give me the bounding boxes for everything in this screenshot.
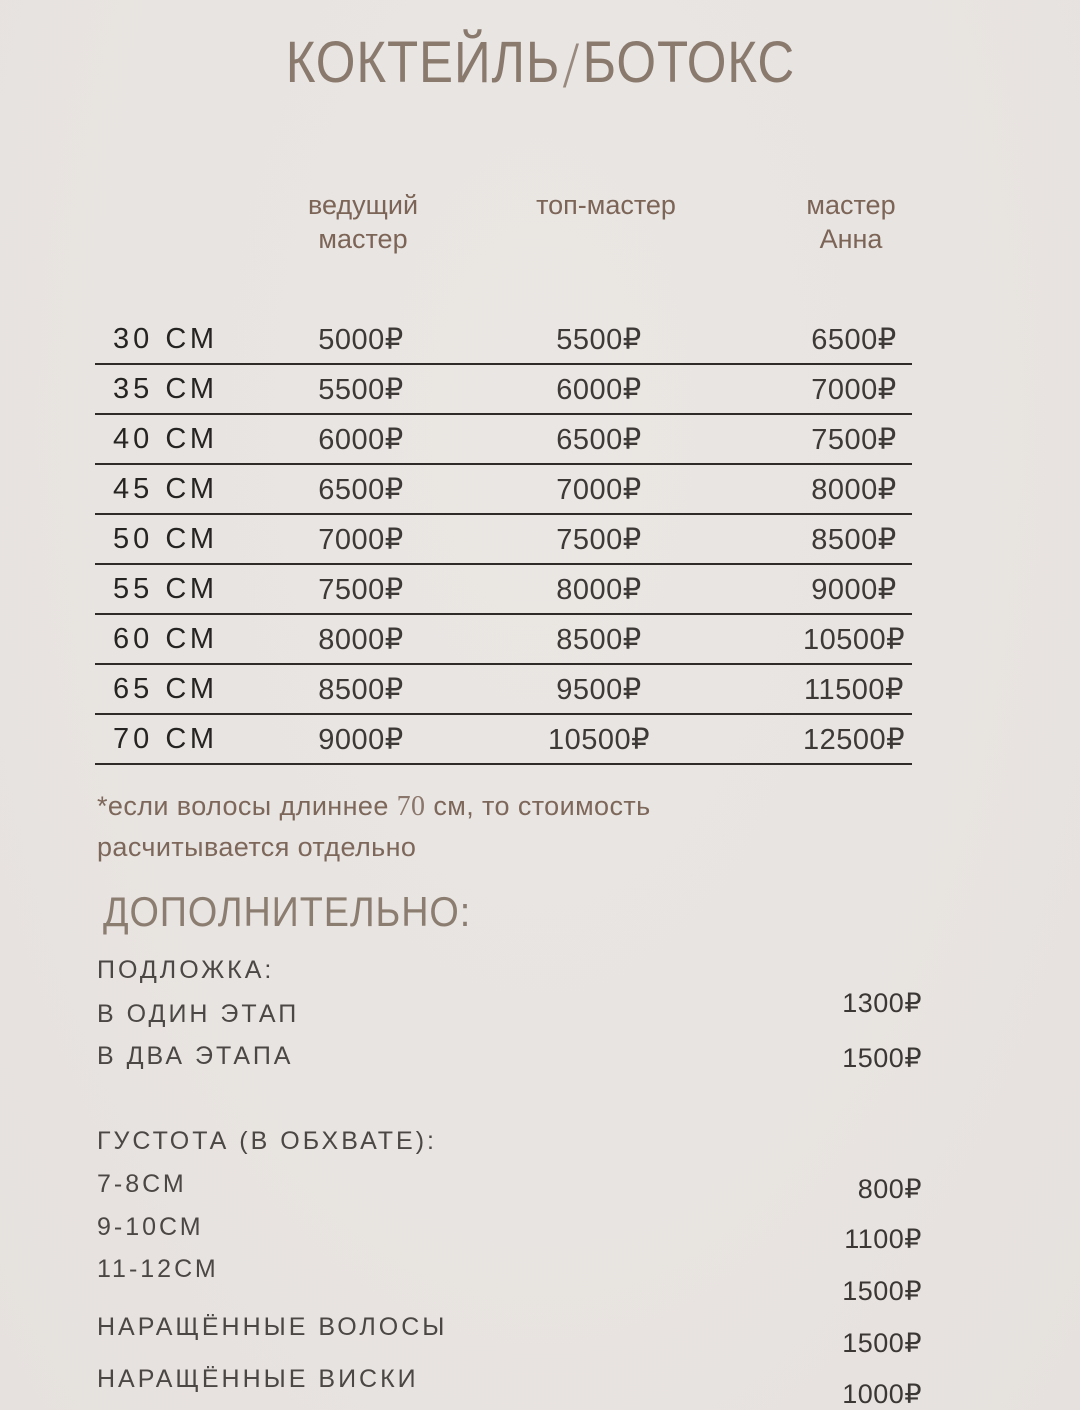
footnote-text: см, то стоимость xyxy=(425,791,651,821)
price-cell: 8500₽ xyxy=(556,623,642,656)
footnote-text: *если волосы длиннее xyxy=(97,791,397,821)
length-cell: 40 СМ xyxy=(113,422,219,455)
extras-price-one-stage: 1300₽ xyxy=(842,988,922,1018)
column-header-line: Анна xyxy=(819,224,883,254)
length-cell: 65 СМ xyxy=(113,672,219,705)
length-cell: 50 СМ xyxy=(113,522,219,555)
extras-label-two-stages: В ДВА ЭТАПА xyxy=(97,1042,294,1070)
price-cell: 11500₽ xyxy=(804,673,904,706)
price-cell: 5500₽ xyxy=(556,323,642,356)
column-header-top-master xyxy=(506,188,706,222)
extras-price-11-12cm: 1500₽ xyxy=(842,1276,922,1306)
price-cell: 8000₽ xyxy=(811,473,897,506)
price-cell: 7000₽ xyxy=(556,473,642,506)
extras-price-two-stages: 1500₽ xyxy=(842,1043,922,1073)
column-header-leading-master xyxy=(263,188,463,256)
title-slash-separator: / xyxy=(562,29,580,102)
extras-subheading-podlozhka: ПОДЛОЖКА: xyxy=(97,956,275,984)
table-row xyxy=(95,465,912,515)
extras-label-extended-hair: НАРАЩЁННЫЕ ВОЛОСЫ xyxy=(97,1313,448,1341)
extras-label-9-10cm: 9-10СМ xyxy=(97,1213,204,1241)
extras-subheading-density: ГУСТОТА (В ОБХВАТЕ): xyxy=(97,1127,438,1155)
extras-price-7-8cm: 800₽ xyxy=(857,1174,922,1204)
extras-price-extended-temples: 1000₽ xyxy=(842,1379,922,1409)
length-cell: 60 СМ xyxy=(113,622,219,655)
price-cell: 10500₽ xyxy=(547,723,651,756)
price-cell: 6500₽ xyxy=(556,423,642,456)
table-row xyxy=(95,365,912,415)
column-header-line: мастер xyxy=(318,224,408,254)
price-cell: 5000₽ xyxy=(318,323,404,356)
page-title-part1: КОКТЕЙЛЬ xyxy=(285,30,560,95)
price-cell: 10500₽ xyxy=(802,623,906,656)
price-cell: 7000₽ xyxy=(318,523,404,556)
price-cell: 8000₽ xyxy=(318,623,404,656)
column-header-line: ведущий xyxy=(307,190,419,220)
table-row xyxy=(95,415,912,465)
price-cell: 6000₽ xyxy=(556,373,642,406)
table-row xyxy=(95,315,912,365)
price-cell: 9000₽ xyxy=(318,723,404,756)
footnote xyxy=(97,786,651,867)
extras-label-7-8cm: 7-8СМ xyxy=(97,1170,187,1198)
price-cell: 7500₽ xyxy=(318,573,404,606)
table-row xyxy=(95,515,912,565)
length-cell: 35 СМ xyxy=(113,372,219,405)
price-cell: 7500₽ xyxy=(811,423,897,456)
extras-label-extended-temples: НАРАЩЁННЫЕ ВИСКИ xyxy=(97,1365,419,1393)
page-title xyxy=(0,30,1080,103)
price-cell: 9000₽ xyxy=(811,573,897,606)
table-row xyxy=(95,565,912,615)
table-row xyxy=(95,665,912,715)
price-cell: 12500₽ xyxy=(802,723,906,756)
price-cell: 6000₽ xyxy=(318,423,404,456)
price-cell: 7500₽ xyxy=(556,523,642,556)
table-row xyxy=(95,615,912,665)
length-cell: 70 СМ xyxy=(113,722,219,755)
extras-price-9-10cm: 1100₽ xyxy=(844,1224,922,1254)
price-cell: 8500₽ xyxy=(811,523,897,556)
table-row xyxy=(95,715,912,765)
length-cell: 55 СМ xyxy=(113,572,219,605)
price-cell: 5500₽ xyxy=(318,373,404,406)
footnote-number: 70 xyxy=(396,791,426,822)
length-cell: 30 СМ xyxy=(113,322,219,355)
length-cell: 45 СМ xyxy=(113,472,219,505)
footnote-text: расчитывается отдельно xyxy=(97,832,417,862)
column-header-line: топ-мастер xyxy=(536,190,676,220)
extras-label-one-stage: В ОДИН ЭТАП xyxy=(97,1000,300,1028)
price-cell: 6500₽ xyxy=(811,323,897,356)
page-title-part2: БОТОКС xyxy=(582,30,795,95)
column-header-master-anna xyxy=(751,188,951,256)
price-cell: 8000₽ xyxy=(556,573,642,606)
extras-label-11-12cm: 11-12СМ xyxy=(97,1255,219,1283)
price-table xyxy=(95,315,912,765)
extras-heading: ДОПОЛНИТЕЛЬНО: xyxy=(103,888,472,935)
price-cell: 9500₽ xyxy=(556,673,642,706)
column-header-line: мастер xyxy=(806,190,896,220)
price-cell: 6500₽ xyxy=(318,473,404,506)
extras-price-extended-hair: 1500₽ xyxy=(842,1328,922,1358)
price-cell: 7000₽ xyxy=(811,373,897,406)
price-cell: 8500₽ xyxy=(318,673,404,706)
